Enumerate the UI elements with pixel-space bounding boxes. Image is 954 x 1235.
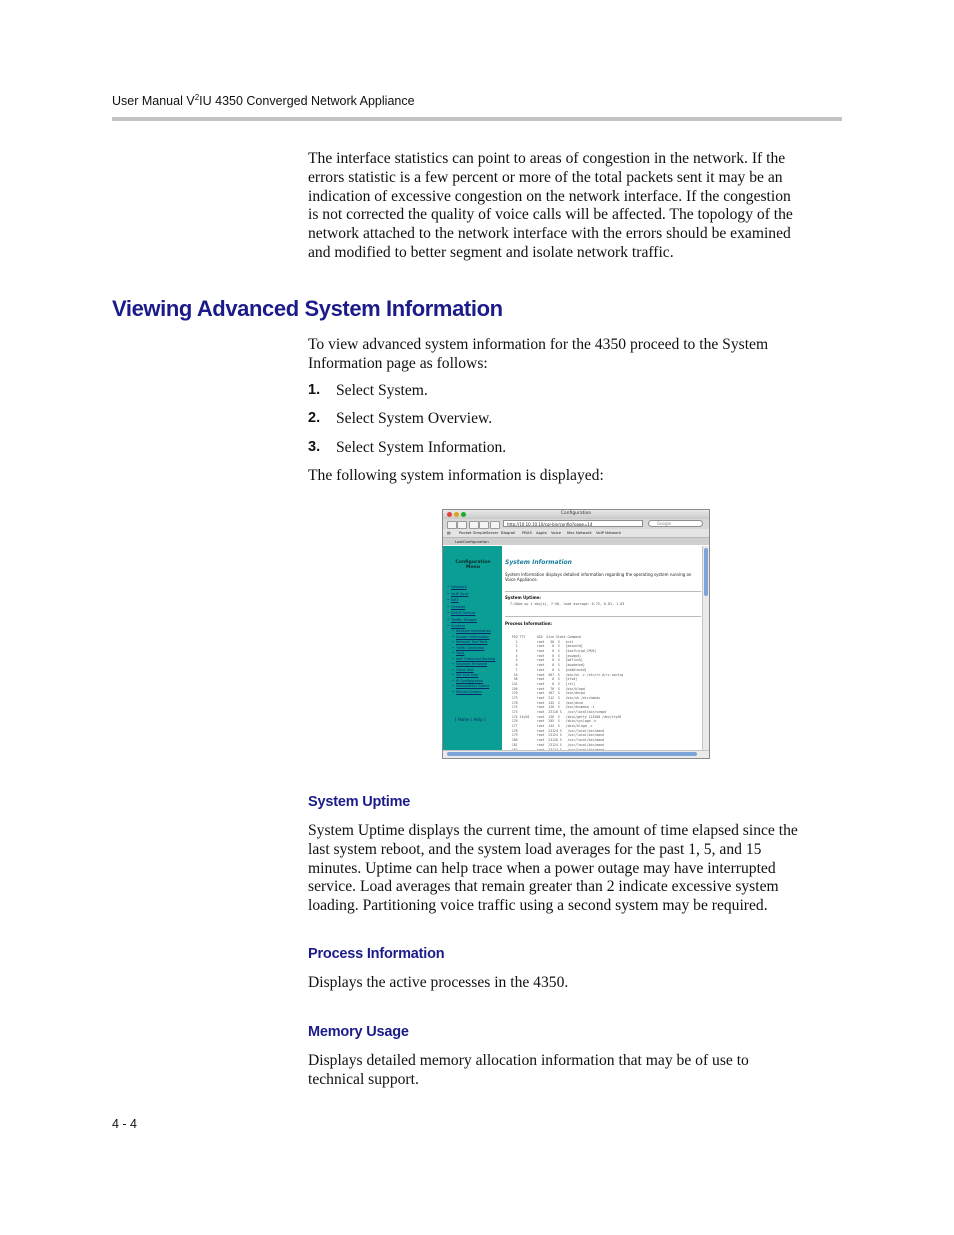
divider — [505, 591, 701, 592]
lead-line: Information page as follows: — [308, 354, 488, 372]
process-row: 174 ttyS0 root 130 S /sbin/getty 115200 /dev/ttyS0 — [508, 714, 622, 719]
menu-item-traffic-shaper[interactable]: • Traffic Shaper — [451, 617, 477, 622]
step-text: Select System Information. — [336, 439, 507, 456]
tab-bar — [443, 538, 709, 545]
uptime-paragraph — [308, 822, 848, 916]
running-header — [112, 93, 415, 108]
intro-line: network attached to the network interface with the errors should be examined — [308, 225, 791, 243]
process-row: 16 root 407 S /bin/sh -c /etc/rc.d/rc.config — [508, 672, 624, 677]
content-pane — [502, 546, 703, 750]
process-row: 173 root 212 S /bin/sh /etc/mands — [508, 695, 601, 700]
section-lead — [308, 336, 848, 374]
bookmark-item[interactable]: SimpleServer — [473, 530, 499, 535]
bookmark-item[interactable]: PBXS — [522, 530, 532, 535]
bookmark-item[interactable]: Blogroll — [501, 530, 516, 535]
address-bar[interactable]: http://10.10.10.10/cgi-bin/config?page=14 — [503, 520, 643, 527]
submenu-item[interactable]: • Traffic Generator — [456, 646, 484, 650]
process-row: 4 root 0 S [kswapd] — [508, 653, 581, 658]
back-icon[interactable] — [447, 521, 457, 529]
bookmark-item[interactable]: VoIP Network — [596, 530, 622, 535]
content-description — [505, 572, 701, 582]
uptime-value: 7:26pm up 1 day(s), 7:58, load average: 0.75, 0.81, 1.03 — [510, 602, 625, 606]
window-title: Configuration — [560, 511, 592, 516]
menu-item-system[interactable]: • System — [451, 623, 465, 628]
search-field[interactable]: Google — [648, 520, 703, 527]
submenu-item[interactable]: • Tools — [456, 651, 464, 655]
body-line: minutes. Uptime can help trace when a power outage may have interrupted — [308, 859, 776, 877]
process-row: 38 root 0 S [kfsd] — [508, 677, 578, 682]
running-header-pre: User Manual V — [112, 94, 195, 109]
body-line: Displays the active processes in the 4350. — [308, 974, 569, 991]
followup-text: The following system information is displayed: — [308, 467, 604, 484]
tab-last-configuration[interactable]: LastConfiguration — [455, 539, 489, 544]
section-title: Viewing Advanced System Information — [112, 296, 503, 321]
intro-line: The interface statistics can point to areas of congestion in the network. If the — [308, 150, 786, 167]
running-header-sup: 2 — [194, 93, 200, 102]
browser-toolbar — [443, 519, 709, 529]
reload-icon[interactable] — [469, 521, 479, 529]
description-line: Voice Appliance. — [505, 577, 538, 582]
process-row: 180 root 23128 S /usr/local/bin/mand — [508, 738, 604, 743]
intro-line: and modified to better segment and isolate network traffic. — [308, 243, 674, 261]
process-row: 173 root 23118 S /usr/local/bin/snmpd — [508, 710, 606, 714]
menu-item-nat[interactable]: • NAT — [451, 597, 458, 602]
menu-item-network[interactable]: • Network — [451, 584, 467, 589]
body-line: service. Load averages that remain greater than 2 indicate excessive system — [308, 878, 779, 896]
lead-line: To view advanced system information for the 4350 proceed to the System — [308, 336, 769, 353]
process-row: 141 root 0 S [rtc] — [508, 681, 576, 686]
process-row: 6 root 0 S [kupdated] — [508, 663, 585, 668]
submenu-item[interactable]: • NetworkMux Status — [456, 684, 489, 688]
intro-paragraph — [308, 150, 848, 263]
submenu-item[interactable]: • VoIP Outbound Routing — [456, 657, 495, 661]
window-titlebar — [443, 510, 709, 519]
header-rule — [112, 117, 842, 121]
process-paragraph — [308, 974, 848, 993]
step-number: 3. — [308, 439, 321, 455]
bookmark-item[interactable]: Mac Network — [567, 530, 592, 535]
scroll-thumb[interactable] — [704, 548, 708, 596]
description-line: System Information displays detailed information regarding the operating system running on — [505, 572, 692, 577]
intro-line: indication of excessive congestion on the network interface. If the congestion — [308, 187, 791, 205]
process-row: 178 root 23124 S /usr/local/bin/mand — [508, 728, 604, 733]
process-row: 178 root 145 S /bin/dnsd — [508, 700, 583, 705]
home-icon[interactable] — [490, 521, 500, 529]
process-row: 181 root 23124 S /usr/local/bin/mand — [508, 742, 604, 747]
menu-item-voip-acct[interactable]: • VoIP Acct — [451, 591, 468, 596]
process-label: Process Information: — [505, 621, 553, 626]
bookmark-item[interactable]: Pocket — [459, 530, 472, 535]
process-row: PID TTY UID Size State Command — [508, 635, 581, 639]
process-row: 177 root 144 S /sbin/klogd -c — [508, 724, 593, 729]
menu-heading — [447, 560, 499, 570]
bookmarks-bar — [443, 529, 709, 538]
submenu-item[interactable]: • Network Test Tools — [456, 640, 487, 644]
step-text: Select System. — [336, 382, 428, 399]
step-number: 1. — [308, 382, 321, 398]
bookmark-item[interactable]: Voice — [551, 530, 562, 535]
stop-icon[interactable] — [479, 521, 489, 529]
uptime-label: System Uptime: — [505, 595, 541, 600]
process-row: 7 root 0 S [mtdblockd] — [508, 667, 587, 672]
forward-icon[interactable] — [457, 521, 467, 529]
body-line: Displays detailed memory allocation information that may be of use to — [308, 1052, 749, 1069]
body-line: last system reboot, and the system load averages for the past 1, 5, and 15 — [308, 840, 762, 858]
menu-footer-links[interactable]: [ Home | Help ] — [455, 717, 486, 722]
submenu-item[interactable]: • Upgrade Firmware — [456, 662, 487, 666]
process-row: 176 root 205 S /sbin/syslogd -n — [508, 719, 597, 724]
configuration-menu — [443, 546, 502, 750]
running-header-post: IU 4350 Converged Network Appliance — [199, 94, 415, 109]
step-number: 2. — [308, 410, 321, 426]
subsection-title-process: Process Information — [308, 946, 445, 962]
intro-line: errors statistic is a few percent or more of the total packets sent it may be an — [308, 168, 783, 186]
process-row: 182 root 23124 S /usr/local/bin/mand — [508, 747, 604, 750]
submenu-item[interactable]: • Clone Unit — [456, 668, 474, 672]
process-row: 1 root 56 S init — [508, 639, 574, 644]
scroll-thumb[interactable] — [447, 752, 697, 756]
body-line: loading. Partitioning voice traffic using a second system may be required. — [308, 897, 768, 915]
body-line: System Uptime displays the current time, the amount of time elapsed since the — [308, 822, 798, 839]
bookmarks-icon[interactable]: ▤ — [447, 530, 451, 535]
submenu-item[interactable]: • Reboot System — [456, 690, 482, 694]
menu-heading-line: Menu — [465, 565, 481, 570]
process-row: 2 root 0 S [keventd] — [508, 644, 583, 649]
memory-paragraph — [308, 1052, 848, 1090]
body-line: technical support. — [308, 1070, 419, 1088]
menu-item-dhcp-server[interactable]: • DHCP Server — [451, 610, 475, 615]
menu-item-firewall[interactable]: • Firewall — [451, 604, 465, 609]
process-table — [508, 635, 698, 750]
process-row: 3 root 0 S [ksoftirqd_CPU0] — [508, 649, 597, 654]
process-row: 170 root 167 S /bin/dhcpd — [508, 691, 585, 696]
subsection-title-uptime: System Uptime — [308, 794, 411, 810]
bookmark-item[interactable]: Apple — [536, 530, 547, 535]
divider — [505, 616, 701, 617]
content-title: System Information — [505, 559, 572, 566]
process-row: 5 root 0 S [bdflush] — [508, 658, 583, 663]
step-text: Select System Overview. — [336, 410, 493, 427]
process-row: 179 root 23124 S /usr/local/bin/mand — [508, 733, 604, 738]
subsection-title-memory: Memory Usage — [308, 1024, 409, 1040]
menu-heading-line: Configuration — [455, 560, 491, 565]
process-row: 156 root 76 S /bin/klogd — [508, 686, 585, 691]
submenu-item[interactable]: • Network Information — [456, 629, 491, 633]
process-row: 174 root 120 S /bin/dnsmasq -i — [508, 705, 595, 710]
intro-line: is not corrected the quality of voice calls will be affected. The topology of the — [308, 206, 793, 224]
system-information-screenshot — [442, 509, 710, 759]
page-number: 4 - 4 — [112, 1117, 138, 1131]
submenu-item[interactable]: • Set Link Rate — [456, 673, 478, 677]
vertical-scrollbar[interactable] — [702, 546, 709, 750]
submenu-item[interactable]: • System Information — [456, 635, 489, 639]
submenu-item[interactable]: • IP Configuration — [456, 679, 483, 683]
